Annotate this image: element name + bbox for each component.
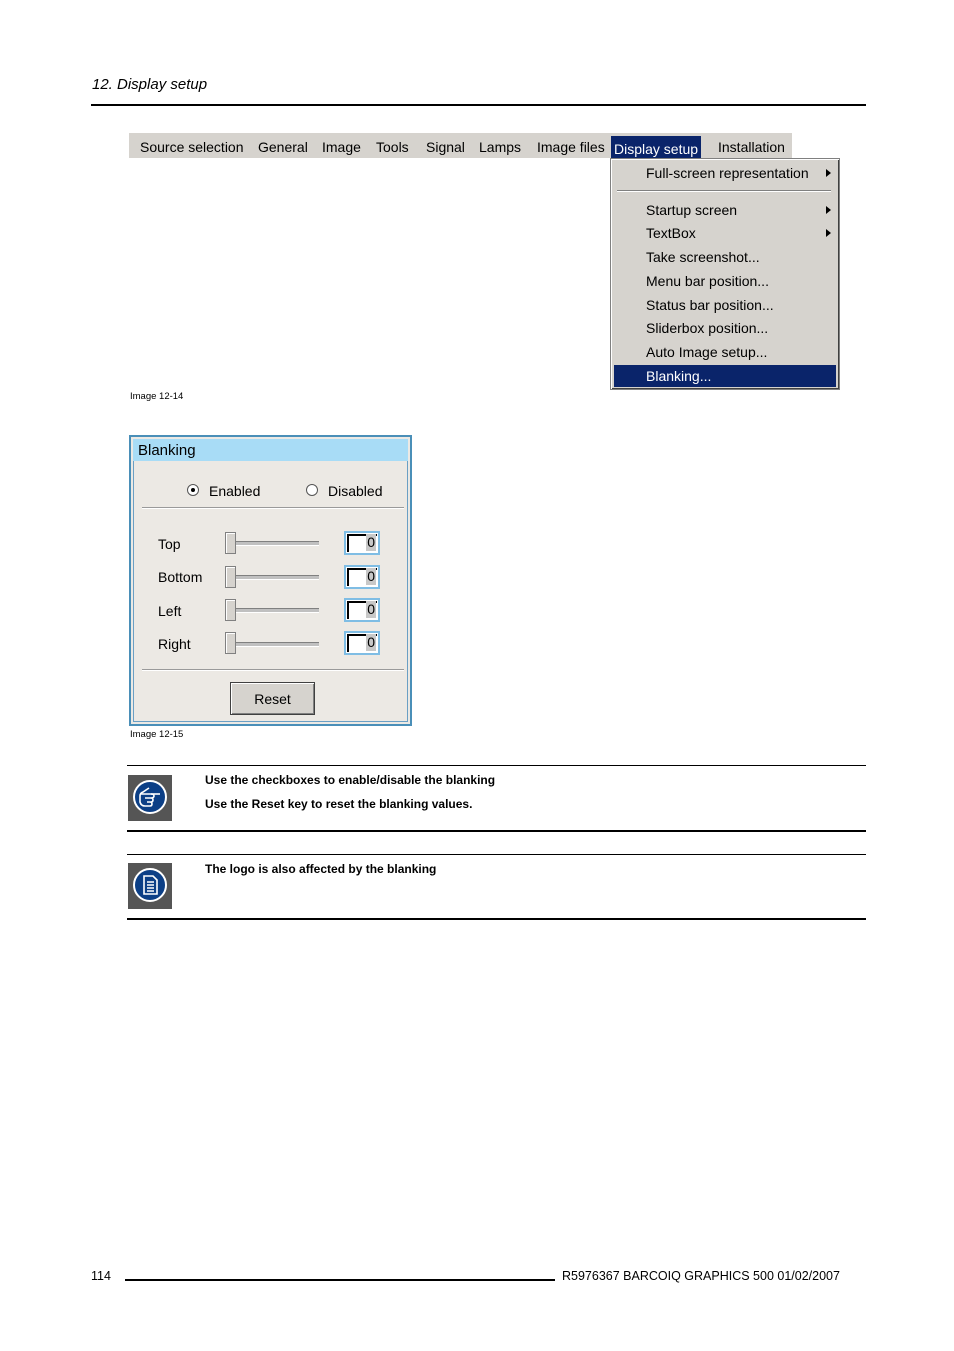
figure-caption: Image 12-14 [130, 391, 184, 402]
dropdown-item-sliderbox-position[interactable]: Sliderbox position... [646, 320, 769, 336]
radio-enabled-label: Enabled [209, 483, 261, 499]
slider-track-left[interactable] [229, 608, 319, 613]
note-rule-top [127, 854, 866, 855]
radio-disabled-label: Disabled [328, 483, 383, 499]
menu-display-setup[interactable]: Display setup [611, 136, 701, 158]
tip-text-line2: Use the Reset key to reset the blanking values. [205, 797, 473, 811]
footer-doc-info: R5976367 BARCOIQ GRAPHICS 500 01/02/2007 [562, 1269, 840, 1283]
value-field-left[interactable]: 0 [344, 598, 380, 622]
figure-caption: Image 12-15 [130, 729, 184, 740]
submenu-arrow-icon [826, 229, 831, 237]
tip-icon [128, 775, 172, 821]
note-rule-bottom [127, 918, 866, 920]
value-field-bottom[interactable]: 0 [344, 565, 380, 589]
dropdown-item-take-screenshot[interactable]: Take screenshot... [646, 249, 760, 265]
menu-image-files[interactable]: Image files [537, 139, 605, 155]
display-setup-dropdown [610, 158, 840, 390]
radio-disabled[interactable] [306, 484, 318, 496]
dropdown-item-full-screen-representation[interactable]: Full-screen representation [614, 162, 836, 184]
menu-signal[interactable]: Signal [426, 139, 465, 155]
menu-source-selection[interactable]: Source selection [140, 139, 244, 155]
submenu-arrow-icon [826, 169, 831, 177]
menu-lamps[interactable]: Lamps [479, 139, 522, 155]
dropdown-item-startup-screen[interactable]: Startup screen [614, 199, 836, 221]
page-number: 114 [91, 1269, 111, 1283]
slider-thumb-bottom[interactable] [225, 566, 236, 588]
radio-enabled[interactable] [187, 484, 199, 496]
slider-track-bottom[interactable] [229, 575, 319, 580]
reset-button[interactable]: Reset [230, 682, 315, 715]
tip-text-line1: Use the checkboxes to enable/disable the blanking [205, 773, 496, 787]
slider-track-top[interactable] [229, 541, 319, 546]
value-field-top[interactable]: 0 [344, 531, 380, 555]
dropdown-item-blanking[interactable]: Blanking... [614, 365, 836, 387]
document-icon [128, 863, 172, 909]
slider-label-left: Left [158, 603, 182, 619]
dropdown-item-auto-image-setup[interactable]: Auto Image setup... [646, 344, 768, 360]
blanking-dialog [129, 435, 412, 726]
slider-label-right: Right [158, 636, 191, 652]
menu-installation[interactable]: Installation [718, 139, 785, 155]
dropdown-item-status-bar-position[interactable]: Status bar position... [646, 297, 774, 313]
slider-track-right[interactable] [229, 642, 319, 647]
footer-rule [125, 1279, 555, 1281]
menu-image[interactable]: Image [322, 139, 361, 155]
menu-general[interactable]: General [258, 139, 308, 155]
slider-label-bottom: Bottom [158, 569, 203, 585]
submenu-arrow-icon [826, 206, 831, 214]
dialog-divider [142, 507, 404, 509]
note-rule-bottom [127, 830, 866, 832]
slider-thumb-right[interactable] [225, 632, 236, 654]
dropdown-item-menu-bar-position[interactable]: Menu bar position... [646, 273, 769, 289]
note-rule-top [127, 765, 866, 766]
dialog-title: Blanking [133, 439, 408, 461]
slider-thumb-left[interactable] [225, 599, 236, 621]
dropdown-separator [617, 190, 831, 192]
slider-thumb-top[interactable] [225, 532, 236, 554]
menu-tools[interactable]: Tools [376, 139, 409, 155]
slider-label-top: Top [158, 536, 181, 552]
dropdown-item-textbox[interactable]: TextBox [614, 222, 836, 244]
note-text-line1: The logo is also affected by the blanking [205, 862, 437, 876]
dialog-divider [142, 669, 404, 671]
menu-bar [129, 133, 792, 158]
value-field-right[interactable]: 0 [344, 631, 380, 655]
chapter-title: 12. Display setup [92, 76, 208, 93]
header-rule [91, 104, 866, 106]
